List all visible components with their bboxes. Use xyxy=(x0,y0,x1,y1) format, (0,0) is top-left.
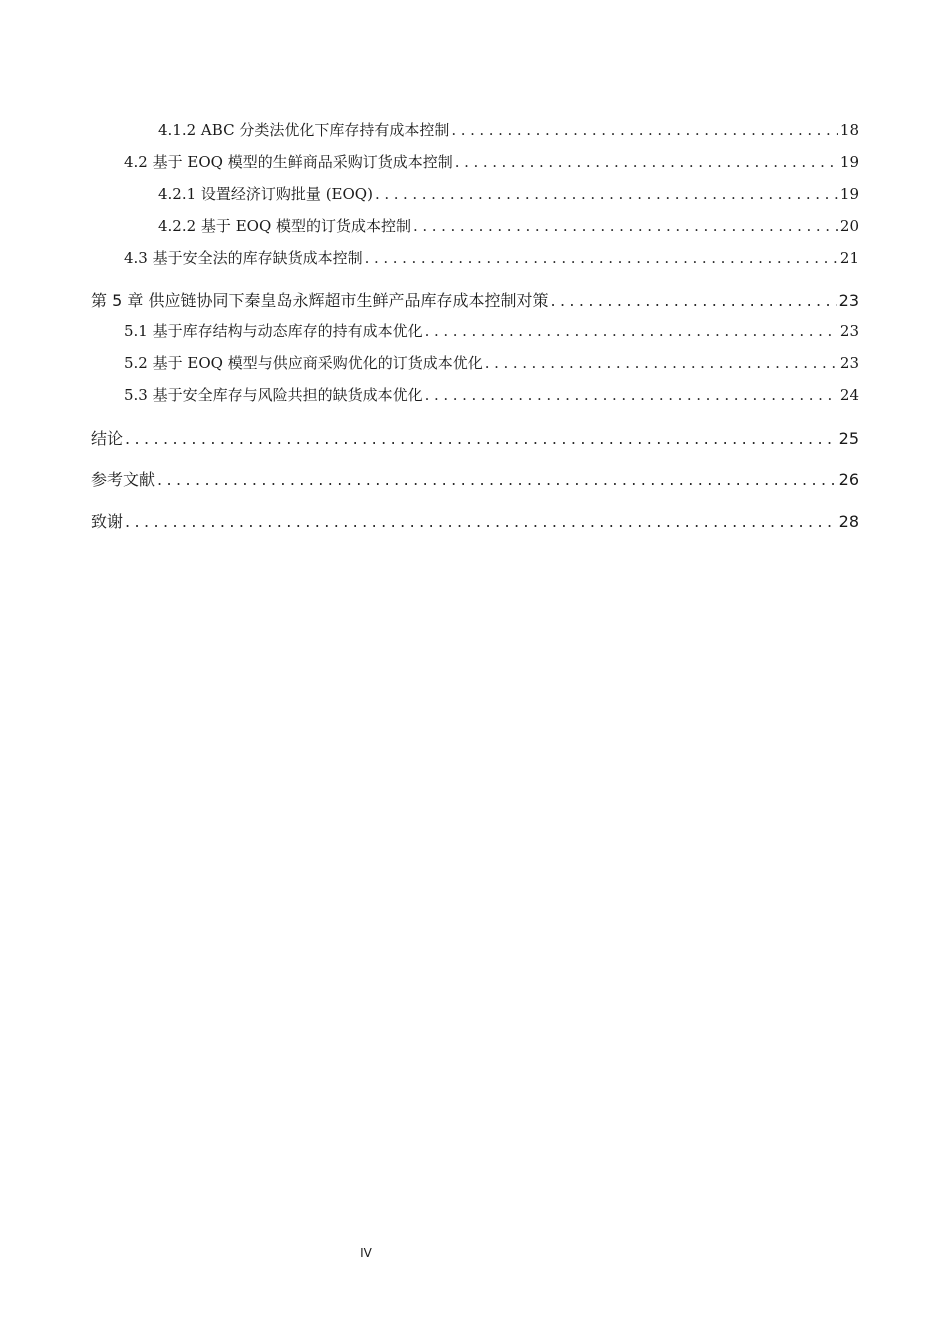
toc-entry-references[interactable] xyxy=(0,467,859,491)
toc-entry-page: 26 xyxy=(838,470,859,489)
toc-entry-title: 4.2 基于 EOQ 模型的生鲜商品采购订货成本控制 xyxy=(124,153,453,171)
toc-entry-title: 5.2 基于 EOQ 模型与供应商采购优化的订货成本优化 xyxy=(124,354,483,372)
toc-entry-title: 5.3 基于安全库存与风险共担的缺货成本优化 xyxy=(124,386,423,404)
toc-entry-title: 4.1.2 ABC 分类法优化下库存持有成本控制 xyxy=(158,121,450,139)
toc-entry-title: 5.1 基于库存结构与动态库存的持有成本优化 xyxy=(124,322,423,340)
toc-dot-leader xyxy=(365,249,838,267)
toc-entry-page: 28 xyxy=(838,512,859,531)
toc-entry-4-2[interactable] xyxy=(0,151,859,175)
toc-entry-4-2-1[interactable] xyxy=(0,183,859,207)
toc-entry-4-1-2[interactable] xyxy=(0,119,859,143)
toc-entry-4-3[interactable] xyxy=(0,247,859,271)
toc-entry-5-2[interactable] xyxy=(0,352,859,376)
toc-dot-leader xyxy=(125,512,837,531)
toc-entry-title: 致谢 xyxy=(91,512,124,531)
toc-dot-leader xyxy=(550,291,836,310)
toc-dot-leader xyxy=(125,429,837,448)
toc-entry-page: 25 xyxy=(838,429,859,448)
toc-entry-5-3[interactable] xyxy=(0,384,859,408)
toc-dot-leader xyxy=(455,153,838,171)
toc-entry-conclusion[interactable] xyxy=(0,426,859,450)
toc-entry-page: 20 xyxy=(839,217,859,235)
toc-dot-leader xyxy=(485,354,838,372)
toc-entry-page: 23 xyxy=(839,322,859,340)
toc-dot-leader xyxy=(413,217,838,235)
toc-entry-chapter-5[interactable] xyxy=(0,288,859,312)
toc-entry-acknowledgements[interactable] xyxy=(0,509,859,533)
toc-entry-page: 19 xyxy=(839,153,859,171)
toc-entry-page: 23 xyxy=(838,291,859,310)
toc-entry-title: 结论 xyxy=(91,429,124,448)
toc-dot-leader xyxy=(425,386,838,404)
toc-dot-leader xyxy=(375,185,838,203)
toc-dot-leader xyxy=(451,121,838,139)
footer-page-number: IV xyxy=(360,1246,372,1260)
toc-dot-leader xyxy=(157,470,837,489)
toc-entry-title: 4.2.1 设置经济订购批量 (EOQ) xyxy=(158,185,373,203)
toc-entry-page: 23 xyxy=(839,354,859,372)
toc-entry-title: 4.2.2 基于 EOQ 模型的订货成本控制 xyxy=(158,217,412,235)
toc-entry-page: 19 xyxy=(839,185,859,203)
toc-dot-leader xyxy=(425,322,838,340)
toc-entry-page: 24 xyxy=(839,386,859,404)
toc-entry-title: 4.3 基于安全法的库存缺货成本控制 xyxy=(124,249,363,267)
toc-entry-page: 18 xyxy=(839,121,859,139)
toc-entry-title: 参考文献 xyxy=(91,470,156,489)
toc-entry-title: 第 5 章 供应链协同下秦皇岛永辉超市生鲜产品库存成本控制对策 xyxy=(91,291,549,310)
toc-entry-page: 21 xyxy=(839,249,859,267)
toc-entry-4-2-2[interactable] xyxy=(0,215,859,239)
toc-entry-5-1[interactable] xyxy=(0,320,859,344)
